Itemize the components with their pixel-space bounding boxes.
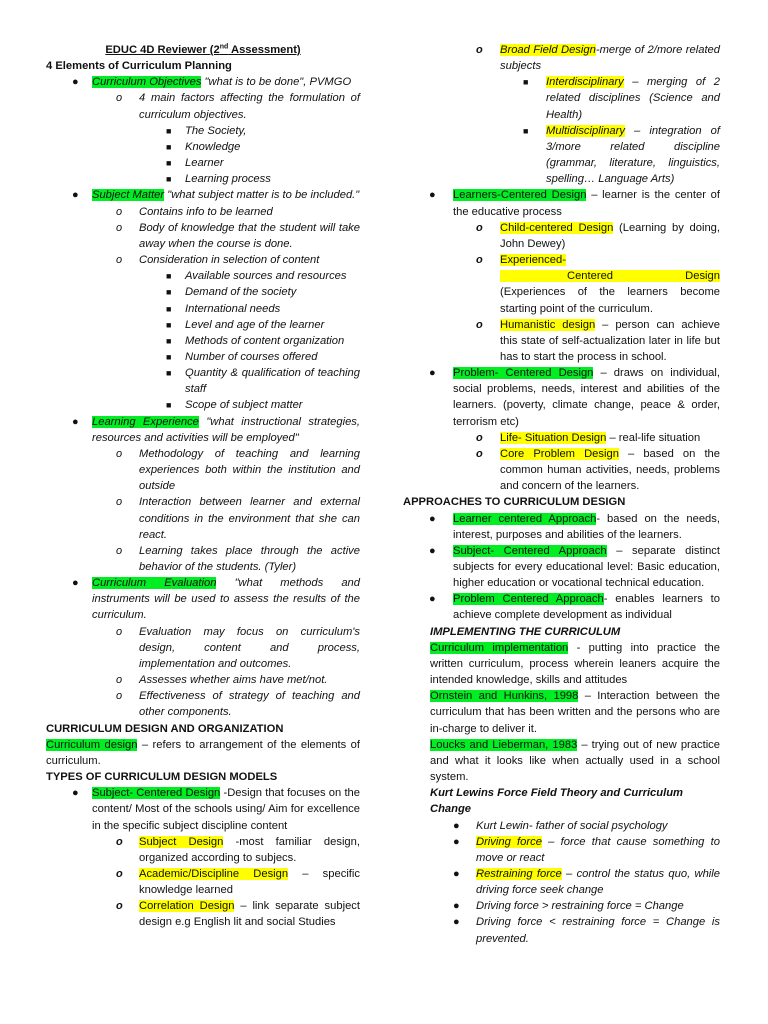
list-item: o 4 main factors affecting the formulation of curriculum objectives. — [116, 92, 360, 121]
paragraph-loucks: Loucks and Lieberman, 1983 – trying out of new practice and what it looks like when actually used in a school system. — [430, 738, 720, 784]
list-item: o Humanistic design – person can achieve this state of self-actualization later in life but has to start the process in school. — [476, 318, 720, 363]
square-bullet-icon: ■ — [166, 287, 172, 298]
list-item: o Experienced- Centered Design (Experiences of the learners become starting point of the curriculum. — [476, 254, 720, 315]
list-item: o Interaction between learner and external conditions in the environment that she can react. — [116, 496, 360, 541]
model-problem-centered: ● Problem- Centered Design – draws on individual, social problems, needs, interest and abilities of the learners. (poverty, climate change, peace & order, terrorism etc) — [429, 367, 720, 428]
list-item: ■ Scope of subject matter — [46, 397, 360, 413]
circle-bullet-icon: o — [116, 92, 123, 105]
bullet-icon: ● — [429, 593, 436, 606]
bullet-icon: ● — [72, 787, 79, 800]
square-bullet-icon: ■ — [166, 174, 172, 185]
list-item: o Consideration in selection of content — [46, 252, 360, 268]
list-item: ● Learner centered Approach- based on the needs, interest, purposes and abilities of the learners. — [429, 512, 720, 541]
model-subject-centered: ● Subject- Centered Design -Design that focuses on the content/ Most of the schools using/ Aim for excellence in the specific subject discipline content — [72, 787, 360, 832]
circle-bullet-icon: o — [116, 544, 123, 557]
circle-bullet-icon: o — [116, 625, 123, 638]
list-item: ● Driving force < restraining force = Change is prevented. — [453, 916, 720, 945]
circle-bullet-icon: o — [116, 900, 123, 913]
circle-bullet-icon: o — [476, 44, 483, 56]
list-item: ● Restraining force – control the status quo, while driving force seek change — [453, 867, 720, 897]
square-bullet-icon: ■ — [523, 77, 529, 88]
right-column — [403, 42, 720, 947]
list-item: o Assesses whether aims have met/not. — [46, 672, 360, 688]
element-learning-experience: ● Learning Experience "what instructional strategies, resources and activities will be employed" — [72, 415, 361, 444]
list-item: o Body of knowledge that the student will take away when the course is done. — [116, 221, 360, 250]
list-item: ■ Level and age of the learner — [46, 317, 360, 333]
circle-bullet-icon: o — [476, 431, 483, 444]
circle-bullet-icon: o — [116, 674, 123, 687]
list-item: ■ Multidisciplinary – integration of 3/more related discipline (grammar, literature, linguistics, spelling… Language Arts) — [523, 124, 720, 186]
bullet-icon: ● — [429, 367, 436, 380]
list-item: o Correlation Design – link separate subject design e.g English lit and social Studies — [116, 900, 360, 929]
list-item: o Contains info to be learned — [46, 204, 360, 220]
list-item: o Subject Design -most familiar design, organized according to subjecs. — [116, 835, 360, 864]
bullet-icon: ● — [72, 189, 79, 202]
list-item: o Core Problem Design – based on the common human activities, needs, problems and concern of the learners. — [476, 447, 720, 493]
square-bullet-icon: ■ — [166, 271, 172, 282]
list-item: o Life- Situation Design – real-life situation — [403, 430, 720, 446]
heading-design-models: TYPES OF CURRICULUM DESIGN MODELS — [46, 771, 278, 784]
bullet-icon: ● — [453, 835, 460, 848]
bullet-icon: ● — [429, 544, 436, 557]
list-item: ● Subject- Centered Approach – separate distinct subjects for every educational level: Basic education, higher education or vocational technical education. — [429, 544, 720, 590]
circle-bullet-icon: o — [476, 254, 483, 267]
square-bullet-icon: ■ — [166, 125, 172, 136]
square-bullet-icon: ■ — [166, 158, 172, 169]
list-item: ■ Learner — [46, 155, 360, 171]
list-item: ■ Interdisciplinary – merging of 2 related disciplines (Science and Health) — [523, 76, 720, 121]
bullet-icon: ● — [453, 819, 460, 832]
element-objectives: ● Curriculum Objectives "what is to be done", PVMGO — [46, 74, 360, 90]
bullet-icon: ● — [72, 76, 79, 89]
list-item: ■ Demand of the society — [46, 284, 360, 300]
list-item: o Evaluation may focus on curriculum's design, content and process, implementation and outcomes. — [116, 625, 360, 670]
bullet-icon: ● — [429, 512, 436, 525]
square-bullet-icon: ■ — [166, 351, 172, 362]
list-item: ■ Quantity & qualification of teaching staff — [166, 367, 360, 396]
list-item: ■ Available sources and resources — [46, 268, 360, 284]
element-evaluation: ● Curriculum Evaluation "what methods and instruments will be used to assess the results of the curriculum. — [72, 577, 360, 622]
list-item: ■ Methods of content organization — [46, 333, 360, 349]
element-subject-matter: ● Subject Matter "what subject matter is to be included." — [46, 187, 360, 203]
bullet-icon: ● — [453, 867, 460, 880]
list-item: o Methodology of teaching and learning experiences both within the institution and outside — [116, 447, 360, 493]
list-item: ■ Number of courses offered — [46, 349, 360, 365]
list-item: ● Problem Centered Approach- enables learners to achieve complete development as individual — [429, 593, 720, 622]
list-item: o Effectiveness of strategy of teaching and other components. — [116, 690, 360, 719]
circle-bullet-icon: o — [116, 835, 123, 848]
list-item: ● Kurt Lewin- father of social psychology — [403, 818, 720, 834]
square-bullet-icon: ■ — [166, 141, 172, 152]
bullet-icon: ● — [72, 415, 79, 428]
circle-bullet-icon: o — [116, 496, 123, 509]
circle-bullet-icon: o — [116, 867, 123, 880]
square-bullet-icon: ■ — [166, 368, 172, 379]
heading-design-organization: CURRICULUM DESIGN AND ORGANIZATION — [46, 722, 284, 735]
heading-implementing: IMPLEMENTING THE CURRICULUM — [430, 625, 621, 638]
circle-bullet-icon: o — [476, 221, 483, 234]
bullet-icon: ● — [453, 916, 460, 929]
model-learner-centered: ● Learners-Centered Design – learner is the center of the educative process — [429, 189, 720, 218]
left-column — [46, 42, 360, 931]
circle-bullet-icon: o — [476, 318, 483, 331]
list-item: ● Driving force – force that cause something to move or react — [453, 835, 720, 864]
square-bullet-icon: ■ — [166, 400, 172, 411]
bullet-icon: ● — [453, 900, 460, 913]
circle-bullet-icon: o — [116, 205, 123, 218]
circle-bullet-icon: o — [116, 447, 123, 460]
list-item: o Broad Field Design-merge of 2/more related subjects — [476, 44, 720, 73]
list-item: ■ Knowledge — [46, 139, 360, 155]
circle-bullet-icon: o — [116, 221, 123, 234]
paragraph-implementation: Curriculum implementation - putting into practice the written curriculum, process wherein leaners acquire the intended knowledge, skills and attitudes — [430, 641, 720, 687]
paragraph-ornstein: Ornstein and Hunkins, 1998 – Interaction between the curriculum that has been written and the persons who are in-charge to deliver it. — [430, 690, 720, 735]
square-bullet-icon: ■ — [166, 335, 172, 346]
square-bullet-icon: ■ — [166, 319, 172, 330]
heading-elements: 4 Elements of Curriculum Planning — [46, 60, 232, 73]
paragraph-curriculum-design: Curriculum design – refers to arrangement of the elements of curriculum. — [46, 738, 360, 767]
bullet-icon: ● — [72, 577, 79, 590]
circle-bullet-icon: o — [116, 690, 123, 703]
list-item: ■ International needs — [46, 301, 360, 317]
square-bullet-icon: ■ — [166, 303, 172, 314]
circle-bullet-icon: o — [116, 254, 123, 267]
document-title: EDUC 4D Reviewer (2nd Assessment) — [105, 43, 301, 56]
list-item: ■ Learning process — [46, 171, 360, 187]
list-item: ● Driving force > restraining force = Change — [403, 898, 720, 914]
bullet-icon: ● — [429, 189, 436, 202]
list-item: o Child-centered Design (Learning by doing, John Dewey) — [476, 221, 720, 250]
list-item: o Learning takes place through the active behavior of the students. (Tyler) — [116, 544, 360, 573]
heading-kurt-lewin: Kurt Lewins Force Field Theory and Curriculum Change — [430, 787, 683, 816]
square-bullet-icon: ■ — [523, 125, 529, 136]
list-item: o Academic/Discipline Design – specific knowledge learned — [116, 867, 360, 897]
list-item: ■ The Society, — [46, 123, 360, 139]
heading-approaches: APPROACHES TO CURRICULUM DESIGN — [403, 496, 626, 509]
circle-bullet-icon: o — [476, 447, 483, 460]
